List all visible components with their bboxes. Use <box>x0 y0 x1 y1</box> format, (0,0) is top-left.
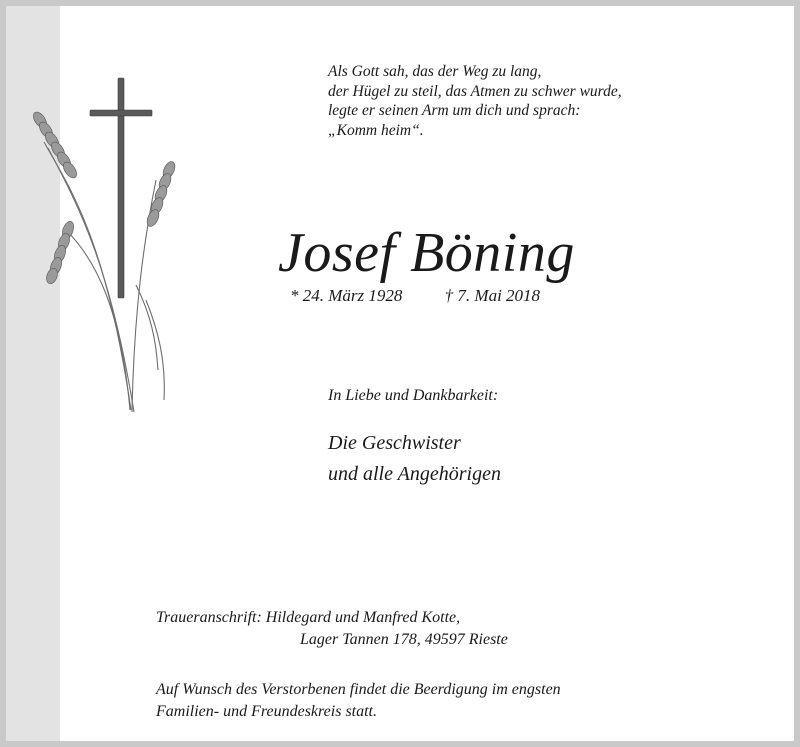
mourners-line: Die Geschwister <box>328 432 461 454</box>
note-line: Auf Wunsch des Verstorbenen findet die Beerdigung im engsten <box>156 681 561 698</box>
funeral-note <box>156 679 561 723</box>
poem-line: der Hügel zu steil, das Atmen zu schwer wurde, <box>328 82 622 100</box>
birth-date: * 24. März 1928 <box>290 286 403 305</box>
poem <box>328 62 622 140</box>
poem-line: „Komm heim“. <box>328 121 424 139</box>
deceased-name: Josef Böning <box>278 222 575 284</box>
cross-with-wheat-icon <box>26 70 176 420</box>
wheat-ear-left <box>31 110 80 180</box>
poem-line: legte er seinen Arm um dich und sprach: <box>328 102 581 119</box>
note-line: Familien- und Freundeskreis statt. <box>156 703 377 720</box>
address-line: Lager Tannen 178, 49597 Rieste <box>300 631 508 648</box>
cross-icon <box>90 78 152 298</box>
obituary-card <box>6 6 794 741</box>
thanks-line: In Liebe und Dankbarkeit: <box>328 387 499 404</box>
mourners-line: und alle Angehörigen <box>328 463 501 485</box>
address-line: Traueranschrift: Hildegard und Manfred Kotte, <box>156 609 461 626</box>
death-date: † 7. Mai 2018 <box>444 286 541 305</box>
wheat-ear-lower <box>45 220 76 285</box>
life-dates <box>290 286 540 306</box>
mourning-address <box>156 607 508 651</box>
mourners <box>328 428 501 490</box>
wheat-ear-right <box>145 160 176 229</box>
poem-line: Als Gott sah, das der Weg zu lang, <box>328 63 542 80</box>
